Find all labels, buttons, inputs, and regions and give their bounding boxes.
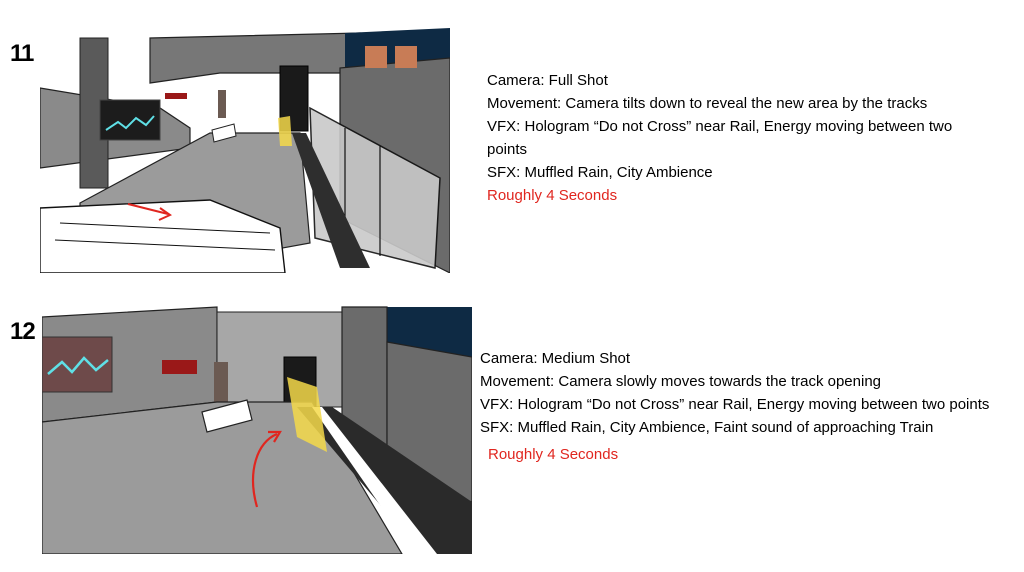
shot-notes-11 [487, 69, 992, 207]
camera-note: Camera: Medium Shot [480, 350, 631, 367]
movement-note: Movement: Camera slowly moves towards the track opening [480, 373, 882, 390]
figure [214, 362, 228, 402]
panel-number-12: 12 [10, 318, 35, 345]
red-sign [162, 360, 197, 374]
storyboard-sketch-11 [40, 28, 450, 273]
sfx-note: SFX: Muffled Rain, City Ambience, Faint sound of approaching Train [480, 419, 934, 436]
vfx-note: VFX: Hologram “Do not Cross” near Rail, Energy moving between two points [487, 118, 953, 158]
far-wall [217, 312, 342, 407]
vfx-note: VFX: Hologram “Do not Cross” near Rail, Energy moving between two points [480, 396, 990, 413]
shot-notes-12 [480, 347, 1020, 466]
duration-note: Roughly 4 Seconds [487, 187, 618, 204]
storyboard-sketch-12 [42, 302, 472, 554]
sfx-note: SFX: Muffled Rain, City Ambience [487, 164, 713, 181]
figure [218, 90, 226, 118]
panel-number-11: 11 [10, 40, 34, 67]
movement-note: Movement: Camera tilts down to reveal the new area by the tracks [487, 95, 928, 112]
red-sign [165, 93, 187, 99]
camera-note: Camera: Full Shot [487, 72, 608, 89]
hologram [278, 116, 292, 146]
duration-note: Roughly 4 Seconds [488, 446, 619, 463]
